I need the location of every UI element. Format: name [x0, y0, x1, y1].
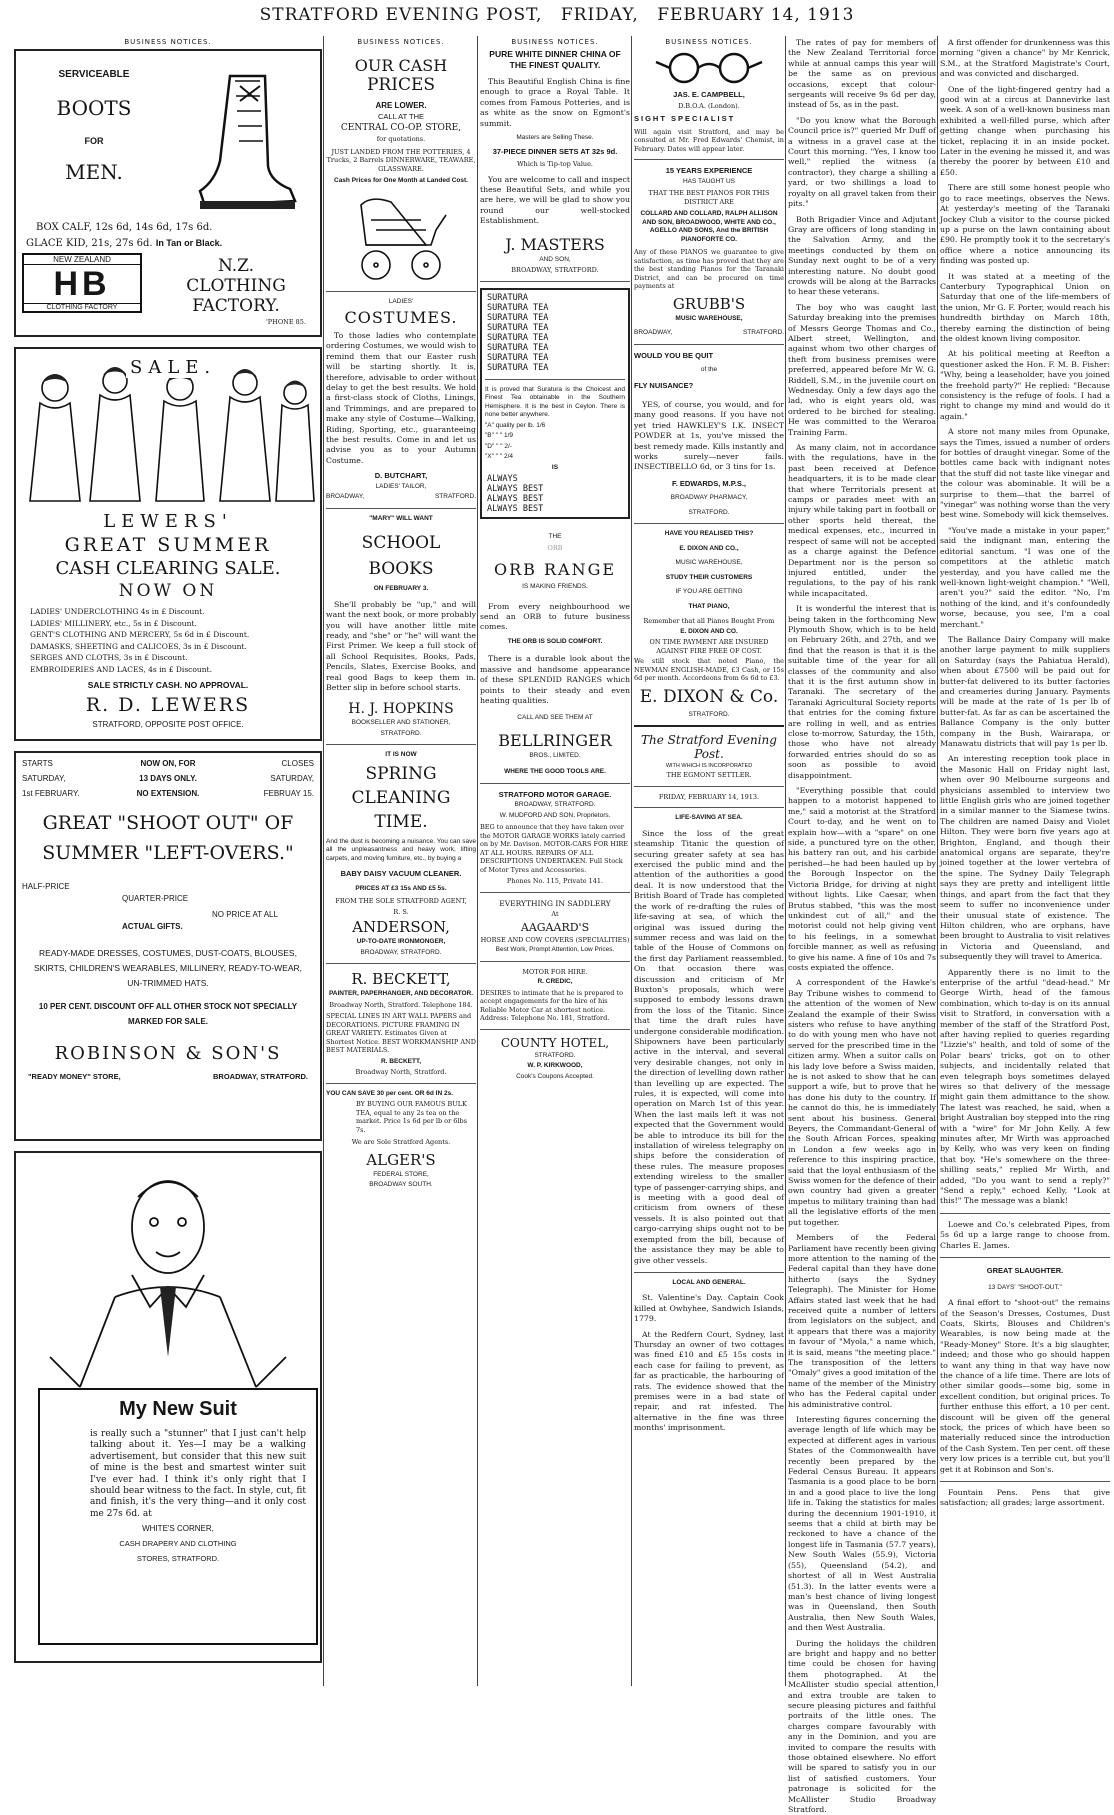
- piano-footer: [634, 329, 784, 338]
- column-5: [788, 38, 936, 1815]
- price-tier: ACTUAL GIFTS.: [122, 922, 183, 931]
- garage-line: BROADWAY, STRATFORD.: [514, 801, 596, 809]
- beckett-trade: PAINTER, PAPERHANGER, AND DECORATOR.: [328, 990, 474, 998]
- news-para: The Ballance Dairy Company will make another large payment to milk suppliers on Saturday (says the Pahiatua Herald), when about £7500 will be paid out for butter-fat delivered to its butter factories and creameries during January. Payments will be made at the rate of 1s per lb of butter-fat. As far as can be ascertained the Ballance Company is the only butter company in the Bush, Wairarapa, or Manawatu districts that will pay 1s per lb.: [940, 634, 1110, 748]
- coop-body: JUST LANDED FROM THE POTTERIES, 4 Trucks, 2 Barrels DINNERWARE, TEAWARE, GLASSWARE.: [326, 147, 476, 173]
- boots-line: BOOTS: [56, 96, 132, 120]
- optic-body: Will again visit Stratford, and may be consulted at Mr. Fred Edwards' Chemist, in February. Dates will appear later.: [634, 127, 784, 153]
- boots-price: [26, 237, 222, 250]
- coop-line: for quotations.: [376, 135, 426, 143]
- dixon-name: E. DIXON & Co.: [639, 686, 779, 707]
- news-para: At his political meeting at Reefton a questioner asked the Hon. F. M. B. Fisher: "Why, being a leaseholder, have you joined the freehold party?" He replied: "Because consistency is the refuge of fools. I had a right to change my mind and would do it again.": [940, 349, 1110, 421]
- divider: [326, 963, 476, 964]
- factory-phone: 'PHONE 85.: [266, 318, 306, 326]
- date-cell: SATURDAY,: [22, 774, 66, 783]
- date-cell: 13 DAYS ONLY.: [139, 774, 197, 783]
- fly-line: STRATFORD.: [688, 508, 730, 516]
- clean-body: And the dust is becoming a nuisance. You can save all the unpleasantness and heavy work, lifting carpets, and moving furniture, etc., by buying a: [326, 837, 476, 862]
- suratura-ad: [480, 288, 630, 520]
- factory-line: N.Z.: [217, 256, 255, 276]
- dixon-line: IF YOU ARE GETTING: [675, 588, 743, 596]
- tea-row: [485, 363, 625, 373]
- spectacles-icon: [654, 50, 764, 86]
- divider: [326, 291, 476, 292]
- fly-name: F. EDWARDS, M.P.S.,: [671, 478, 747, 488]
- column-rule: [785, 36, 786, 1686]
- robinson-headline: SUMMER "LEFT-OVERS.": [42, 842, 294, 864]
- suit-ad: [14, 1151, 322, 1663]
- sale-item: EMBROIDERIES AND LACES, 4s in £ Discount.: [30, 664, 212, 674]
- robinson-footer-left: "READY MONEY" STORE,: [28, 1072, 121, 1081]
- books-body: She'll probably be "up," and will want the next book, or more probably you will have another little mite ready, and "she" or "he" will want the First Primer. We keep a full stock of all School Requisites, Books, Pads, Pencils, Slates, Exercise Books, and real good Bags to keep them in. Better slip in before school starts.: [326, 599, 476, 693]
- clean-heading: SPRING: [365, 763, 437, 784]
- robinson-ad: [14, 751, 322, 1141]
- divider: [634, 786, 784, 787]
- orb-call: CALL AND SEE THEM AT: [517, 714, 593, 722]
- orb-pre: THE: [548, 533, 562, 541]
- sale-heading: LEWERS': [103, 511, 233, 532]
- sale-item: LADIES' MILLINERY, etc., 5s in £ Discount.: [30, 618, 197, 628]
- divider: [326, 744, 476, 745]
- tea-price: "X" " " 2/4: [485, 453, 514, 461]
- coop-line: ARE LOWER.: [375, 101, 427, 110]
- coop-line: CENTRAL CO-OP. STORE,: [340, 123, 462, 133]
- date-cell: CLOSES: [281, 759, 314, 768]
- hire-body: DESIRES to intimate that he is prepared to accept engagements for the hire of his Reliable Motor Car at shortest notice. Address: Telephone No. 181, Stratford.: [480, 988, 624, 1023]
- slaughter-sub: 13 DAYS' "SHOOT-OUT.": [988, 1283, 1062, 1291]
- news-para: Interesting figures concerning the average length of life which may be expected at different ages in various States of the Commonwealth have recently been prepared by the Federal Census Bureau. It appears Tasmania is a good place to be born in and a good place to live the long life in. Taking the statistics for males during the decennium 1901-1910, it seems that a child at birth may be reckoned to have a chance of the longest life in Tasmania (57.7 years), New South Wales (55.9), Victoria (55), Queensland (54.2), and shortest of all in West Australia (51.3). In the latter events were a man's best chance of living longest was in Queensland, then South Australia, then New South Wales, and then West Australia.: [788, 1415, 936, 1633]
- sale-store-name: R. D. LEWERS: [85, 694, 251, 716]
- divider: [326, 508, 476, 509]
- sale-title: SALE.: [126, 357, 220, 378]
- always-list: [485, 474, 625, 514]
- divider: [480, 1029, 630, 1030]
- column-rule: [937, 36, 938, 1686]
- news-para: There are still some honest people who go to race meetings, observes the News. At yesterday's meeting of the Taranaki Jockey Club a visitor to the course picked up a purse on the lawn containing about £90. He promptly took it to the secretary's office where a notice announcing its finding was posted up.: [940, 183, 1110, 266]
- clean-line: UP-TO-DATE IRONMONGER,: [356, 938, 446, 946]
- orb-line: WHERE THE GOOD TOOLS ARE.: [504, 768, 606, 776]
- divider: [634, 159, 784, 160]
- price-tier: NO PRICE AT ALL: [212, 910, 278, 919]
- garage-body: BEG to announce that they have taken over the MOTOR GARAGE WORKS lately carried on by Mr. Davison. MOTOR-CARS FOR HIRE AT ALL HOURS. REPAIRS OF ALL DESCRIPTIONS UNDERTAKEN. Full Stock of Motor Tyres and Accessories.: [480, 823, 629, 874]
- books-name: H. J. HOPKINS: [348, 701, 454, 718]
- tea-row: [485, 303, 625, 313]
- section-header: BUSINESS NOTICES.: [665, 38, 753, 46]
- sale-item: DAMASKS, SHEETING and CALICOES, 3s in £ Discount.: [30, 641, 247, 651]
- saddle-line: HORSE AND COW COVERS (SPECIALITIES): [480, 935, 630, 944]
- alger-name: ALGER'S: [366, 1150, 436, 1169]
- news-para: The boy who was caught last Saturday breaking into the premises of Messrs George Thomas and Co., Albert street, Wellington, and against whom two other charges of theft from business premises were preferred, appeared before Mr W. G. Riddell, S.M., in the juvenile court on Wednesday. Only a few days ago the lad, who is eight years old, was ordered to be birched for stealing. He was committed to the Weraroa Training Farm.: [788, 302, 936, 437]
- china-line: BROADWAY, STRATFORD.: [511, 266, 599, 275]
- costumes-footer: [326, 493, 476, 502]
- man-illustration: [20, 1157, 316, 1387]
- factory-line: CLOTHING: [186, 276, 286, 296]
- alger-line: BROADWAY SOUTH.: [369, 1181, 433, 1189]
- divider: [940, 1481, 1110, 1482]
- paper-date: FRIDAY, FEBRUARY 14, 1913.: [658, 792, 760, 801]
- factory-name: [166, 256, 306, 329]
- tea-cell: SURATURA TEA: [487, 312, 549, 323]
- piano-heading: 15 YEARS EXPERIENCE: [665, 166, 753, 175]
- coop-cash: Cash Prices for One Month at Landed Cost.: [334, 177, 468, 184]
- hotel-name: COUNTY HOTEL,: [500, 1035, 610, 1050]
- date-cell: SATURDAY,: [270, 774, 314, 783]
- china-tip: Which is Tip-top Value.: [517, 160, 593, 169]
- china-price: 37-PIECE DINNER SETS AT 32s 9d.: [492, 146, 618, 156]
- suit-store: WHITE'S CORNER,: [142, 1524, 214, 1534]
- costumes-body: To those ladies who contemplate ordering Costumes, we would wish to remind them that our Easter rush will be starting shortly. It is, therefore, advisable to order without delay to get the best results. We hold a first-class stock of Cloths, Linings, and Trimmings, and are prepared to make any style of Costume—Walking, Riding, Sporting, etc., guaranteeing the best results. Come in and let us advise you as to your Autumn Costume.: [326, 331, 476, 465]
- hb-logo-bottom: CLOTHING FACTORY: [24, 303, 140, 311]
- tea-price: "B" " " 1/9: [485, 432, 514, 440]
- robinson-footer: [22, 1072, 314, 1081]
- news-para: Both Brigadier Vince and Adjutant Gray are officers of long standing in the Salvation Army, and the meetings conducted by them on Sunday next ought to be of a very interesting nature. No doubt good crowds will be along at the Barracks to hear these veterans.: [788, 214, 936, 297]
- date-cell: NO EXTENSION.: [136, 789, 200, 798]
- column-rule: [631, 36, 632, 1686]
- robinson-discount: 10 PER CENT. DISCOUNT OFF ALL OTHER STOCK NOT SPECIALLY MARKED FOR SALE.: [38, 1002, 298, 1026]
- always-cell: ALWAYS: [487, 474, 518, 485]
- news-para: It was stated at a meeting of the Canterbury Typographical Union on Saturday that one of the life-members of the union, Mr G. F. Porter, would reach his hundredth birthday on March 18th, thereby earning the distinction of being the oldest known living compositor.: [940, 271, 1110, 343]
- pipes-ad: Loewe and Co.'s celebrated Pipes, from 5s 6d up a large range to choose from. Charles E. James.: [940, 1219, 1110, 1250]
- china-masters: Masters are Selling These.: [516, 134, 594, 142]
- china-line: AND SON,: [539, 255, 571, 263]
- hb-logo-mark: HB: [53, 265, 111, 303]
- beckett-body: SPECIAL LINES IN ART WALL PAPERS and DECORATIONS. PICTURE FRAMING IN GREAT VARIETY. Estimates Given at Shortest Notice. BEST WORKMANSHIP AND BEST MATERIALS.: [326, 1012, 476, 1055]
- always-row: [485, 494, 625, 504]
- footer-right: STRATFORD.: [742, 329, 784, 336]
- garage-phone: Phones No. 115, Private 141.: [506, 877, 604, 886]
- footer-right: STRATFORD.: [434, 493, 476, 501]
- piano-line: THAT THE BEST PIANOS FOR THIS DISTRICT ARE: [648, 189, 770, 206]
- garage-line: W. MUDFORD AND SON, Proprietors.: [499, 811, 611, 819]
- alger-heading: YOU CAN SAVE 30 per cent. OR 6d IN 2s.: [326, 1089, 454, 1097]
- hb-logo-top: NEW ZEALAND: [24, 255, 140, 265]
- tea-row: [485, 353, 625, 363]
- orb-sub: ORB: [547, 543, 563, 552]
- tea-cell: SURATURA TEA: [487, 302, 549, 313]
- tea-row: [485, 293, 625, 303]
- divider: [480, 281, 630, 282]
- divider: [940, 1213, 1110, 1214]
- orb-sub2: IS MAKING FRIENDS.: [522, 583, 588, 591]
- saddle-name: AAGAARD'S: [520, 920, 590, 934]
- books-date: ON FEBRUARY 3.: [373, 585, 429, 593]
- column-2: [326, 38, 476, 1688]
- hotel-line: Cook's Coupons Accepted.: [516, 1072, 594, 1080]
- paper-name: STRATFORD EVENING POST,: [259, 5, 543, 25]
- paper-settler: THE EGMONT SETTLER.: [666, 771, 752, 780]
- divider: [634, 344, 784, 345]
- always-row: [485, 474, 625, 484]
- tea-cell: SURATURA TEA: [487, 342, 549, 353]
- hotel-line: W. P. KIRKWOOD,: [527, 1062, 583, 1070]
- divider: [480, 892, 630, 893]
- hire-name: R. CREDIC,: [537, 978, 573, 986]
- news-para: Members of the Federal Parliament have recently been giving more attention to the naming of the Federal capital than they have done hitherto (says the Sydney Telegraph). The Minister for Home Affairs stated last week that he had received quite a number of letters from legislators on the subject, and it appears that there was a majority in favour of "Myola," a name which, it is said, means "the meeting place." The transposition of the letters "Omaly" gives a good imitation of the name of the member of the Ministry who has the Federal capital under his administrative control.: [788, 1233, 936, 1409]
- robinson-body: READY-MADE DRESSES, COSTUMES, DUST-COATS, BLOUSES, SKIRTS, CHILDREN'S WEARABLES, MILLINERY, READY-TO-WEAR, UN-TRIMMED HATS.: [33, 948, 303, 988]
- coop-line: CALL AT THE: [378, 112, 424, 121]
- fly-line: BROADWAY PHARMACY,: [670, 494, 748, 502]
- suit-title: My New Suit: [119, 1398, 237, 1420]
- divider: [480, 783, 630, 784]
- always-cell: ALWAYS BEST: [487, 494, 544, 505]
- tea-cell: SURATURA: [487, 292, 528, 303]
- news-para: One of the light-fingered gentry had a good win at a circus at Dannevirke last week. A son of a well-known business man exhibited a well-filled purse, which after getting change when purchasing his ticket, replacing it in an inside pocket. Later in the evening he missed it, and was thereby the poorer by between £10 and £50.: [940, 84, 1110, 177]
- boot-illustration: [180, 71, 300, 221]
- lifesaving-body: Since the loss of the great steamship Titanic the question of securing greater safety at sea has exercised the public mind and the attention of the authorities a good deal. It is now understood that the British Board of Trade has completed the work of re-drafting the rules of life-saving at sea, of which the original was issued during the summer recess and was laid on the table of the House of Commons on the first day Parliament reassembled. On that occasion there was discussion and criticism of Mr Buxton's proposals, which were supposed to embody lessons drawn from the loss of the Titanic. Since that time the draft rules have undergone considerable modification. Shipowners have been particularly active in the interval, and several very desirable changes, not only in the direction of levelling down rather than levelling up are expected. The rules, it is expected, will come into operation on March 1st of this year. When the last mails left it was not expected that the Government would be able to introduce its bill for the installation of wireless telegraphy on ships before the consideration of these rules. The measure proposes extending wireless to the smaller type of passenger-carrying ships, and is meeting with a good deal of criticism from owners of these vessels. It is also pointed out that cargo-carrying ships ought not to be exempted from the bill, because of the assistance they may be able to give other vessels.: [634, 828, 784, 1265]
- suit-body: is really such a "stunner" that I just can't help talking about it. Yes—I may be a walking advertisement, but consider that this new suit of mine is the best and smartest winter suit I've ever had. I think it's only right that I should bear witness to the fact. In style, cut, fit and finish, it's the very thing—and it only cost me 27s 6d. at: [90, 1429, 306, 1519]
- divider: [634, 1272, 784, 1273]
- tea-row: [485, 313, 625, 323]
- optic-name: JAS. E. CAMPBELL,: [673, 90, 745, 99]
- divider: [485, 379, 625, 380]
- tea-cell: SURATURA TEA: [487, 332, 549, 343]
- slaughter-body: A final effort to "shoot-out" the remains of the Season's Dresses, Costumes, Dust Coats, Skirts, Blouses and Children's Wearables, is now being made at the "Ready-Money" Store. It's a big slaughter, indeed; and those who go should happen to want any thing in that way have now the chance of a life time. There are lots of other similar goods—some big, some in excellent condition, but original prices. To further enthuse this effort, a 10 per cent. discount will be given off the general stock, the prices of which have been so materially reduced since the introduction of the Cash System. Ten per cent. off these very low prices is a terrible cut, but you'll get it at Robinson and Son's.: [940, 1298, 1110, 1474]
- piano-line: MUSIC WAREHOUSE,: [675, 314, 743, 322]
- sale-address: STRATFORD, OPPOSITE POST OFFICE.: [92, 720, 244, 729]
- coop-heading: PRICES: [366, 75, 436, 95]
- tea-body: It is proved that Suratura is the Choicest and Finest Tea obtainable in the Southern Hemisphere. It is the best in Ceylon. There is none better anywhere.: [485, 385, 625, 419]
- dixon-line: E. DIXON AND CO.,: [679, 544, 739, 552]
- china-heading: PURE WHITE DINNER CHINA OF THE FINEST QUALITY.: [489, 49, 621, 70]
- local-heading: LOCAL AND GENERAL.: [672, 1278, 746, 1286]
- boots-ad: [14, 49, 322, 337]
- paper-incorporated: WITH WHICH IS INCORPORATED: [665, 763, 753, 770]
- orb-body: From every neighbourhood we send an ORB to future business comes.: [480, 601, 630, 632]
- price-tier: QUARTER-PRICE: [122, 894, 189, 903]
- tea-cell: SURATURA TEA: [487, 352, 549, 363]
- date-cell: NOW ON, FOR: [140, 759, 196, 768]
- column-rule: [323, 36, 324, 1686]
- tea-is: IS: [551, 463, 559, 471]
- news-para: An interesting reception took place in the Masonic Hall on Friday night last, when over 90 Melbourne surgeons and physicians assembled to interview two little English girls who are joined together in a similar manner to the Siamese twins. The children are named Daisy and Violet Hilton. They were born five years ago at Brighton, England, and though their anatomical organs are separate, they're joined together at the lower vertebra of the spine. The Sydney Daily Telegraph says they are pretty and intelligent little things, and apart from the fact that they seem to suffer no inconvenience under their unusual state of existence. The Hilton children, who are orphans, have been brought to Australia to visit relatives in Victoria and Queensland, and subsequently they will travel to America.: [940, 754, 1110, 962]
- paper-day: FRIDAY,: [560, 5, 639, 25]
- suit-card: [38, 1388, 318, 1645]
- paper-date: FEBRUARY 14, 1913: [657, 5, 855, 25]
- tea-row: [485, 333, 625, 343]
- fly-heading: of the: [700, 366, 718, 373]
- footer-left: BROADWAY,: [326, 493, 365, 501]
- costumes-name: D. BUTCHART,: [374, 471, 428, 481]
- clean-init: R. S.: [393, 907, 409, 916]
- suratura-list: [485, 293, 625, 373]
- hotel-line: STRATFORD.: [534, 1051, 576, 1059]
- hb-logo: [22, 253, 142, 313]
- saddle-heading: EVERYTHING IN SADDLERY: [499, 898, 611, 908]
- beckett-sig: R. BECKETT,: [380, 1057, 422, 1065]
- costumes-pre: LADIES': [388, 297, 414, 305]
- alger-line: FEDERAL STORE,: [373, 1170, 429, 1178]
- costumes-trade: LADIES' TAILOR,: [375, 482, 427, 490]
- boots-colors: In Tan or Black.: [155, 238, 223, 248]
- column-4: [634, 38, 784, 1688]
- saddle-line: Best Work, Prompt Attention, Low Prices.: [495, 946, 615, 954]
- news-para: A first offender for drunkenness was this morning "given a chance" by Mr Kenrick, S.M., at the Stratford Magistrate's Court, and was convicted and discharged.: [940, 38, 1110, 79]
- orb-comfort: THE ORB IS SOLID COMFORT.: [507, 637, 603, 645]
- sale-heading: GREAT SUMMER: [64, 534, 272, 556]
- fly-heading: WOULD YOU BE QUIT: [634, 350, 714, 360]
- divider: [634, 523, 784, 524]
- news-para: "Do you know what the Borough Council price is?" queried Mr Duff of a witness in a gravel case at the Court this morning. "Yes, I know too well," replied the witness (a contractor), they charge a shilling a yard, or two shillings a load to royalty on all gravel taken from their pits.": [788, 115, 936, 209]
- always-cell: ALWAYS BEST: [487, 504, 544, 515]
- boots-line: SERVICEABLE: [58, 69, 130, 80]
- news-para: "Everything possible that could happen to a motorist happened to me," said a motorist at the Stratford Court to-day, and he went on to explain how—with a "spare" on one side, a punctured tyre on the other, his battery ran out, and his carbide perished—he had been hauled up by the Borough Inspector on the Victoria Bridge, for driving at night without lights. Like Caesar, when Brutus stabbed, "this was the most unkindest cut of all," and the motorist could not help giving vent to his feelings, in a somewhat forcible manner, as well as refusing to give his name. A fine of 10s and 7s costs expiated the offence.: [788, 786, 936, 972]
- robinson-headline: GREAT "SHOOT OUT" OF: [42, 812, 294, 834]
- clean-from: FROM THE SOLE STRATFORD AGENT,: [335, 897, 467, 906]
- sale-item: SERGES AND CLOTHS, 3s in £ Discount.: [30, 653, 188, 662]
- dixon-body: Remember that all Pianos Bought From: [643, 617, 775, 626]
- china-name: J. MASTERS: [505, 234, 605, 254]
- footer-left: BROADWAY,: [634, 329, 673, 336]
- orb-line: BROS., LIMITED.: [529, 751, 581, 759]
- lewers-sale-ad: [14, 347, 322, 741]
- fly-heading: FLY NUISANCE?: [634, 380, 694, 390]
- tea-cell: SURATURA TEA: [487, 322, 549, 333]
- piano-line: HAS TAUGHT US: [682, 177, 735, 185]
- divider: [940, 1257, 1110, 1258]
- boots-line: MEN.: [65, 160, 123, 184]
- dixon-line: MUSIC WAREHOUSE,: [675, 559, 743, 567]
- news-para: The rates of pay for members of the New Zealand Territorial force while at annual camps this year will be the same as on previous occasions, except that colour-sergeants will receive 9s 6d per day, instead of 5s, as in the past.: [788, 38, 936, 110]
- optic-heading: SIGHT SPECIALIST: [634, 114, 736, 123]
- news-para: It is wonderful the interest that is being taken in the forthcoming New Plymouth Show, which is to be held on February 26th, and 27th, and we find that the reason is that it is the suitable time of the year for all classes of the community and also that it is the first autumn show in Taranaki. The secretary of the Taranaki Agricultural Society reports that entries for the coming fixture are rolling in well, and as entries close to-morrow, Saturday, the 15th, those who have not already forwarded entries should do so as soon as possible to avoid disappointment.: [788, 604, 936, 780]
- sale-item: LADIES' UNDERCLOTHING 4s in £ Discount.: [30, 607, 205, 616]
- robinson-footer-right: BROADWAY, STRATFORD.: [212, 1072, 308, 1081]
- dixon-line: E. DIXON AND CO.: [680, 627, 738, 635]
- factory-line: FACTORY.: [192, 296, 280, 316]
- pram-illustration: [341, 190, 461, 285]
- orb-name: BELLRINGER: [498, 730, 612, 750]
- sale-item: GENT'S CLOTHING AND MERCERY, 5s 6d in £ Discount.: [30, 630, 250, 639]
- sale-dates: [22, 759, 314, 798]
- boots-headline: [24, 69, 164, 184]
- beckett-sig-addr: Broadway North, Stratford.: [355, 1068, 447, 1077]
- news-para: "You've made a mistake in your paper," said the indignant man, entering the editorial sanctum. "I was one of the competitors at the athletic match yesterday, and you have called me the well-known light-weight champion." "Well, aren't you?" said the editor. "No, I'm nothing of the kind, and it's confoundedly worse, because, you see, I'm a coal merchant.": [940, 525, 1110, 629]
- books-heading: SCHOOL: [361, 533, 441, 554]
- clean-line: BROADWAY, STRATFORD.: [360, 948, 442, 956]
- column-1: [14, 38, 322, 1688]
- date-cell: FEBRUAY 15.: [263, 789, 314, 798]
- dixon-line: STRATFORD.: [688, 710, 730, 718]
- price-tier: HALF-PRICE: [22, 882, 70, 891]
- price-tiers: [22, 882, 314, 938]
- boots-line: FOR: [84, 136, 104, 146]
- tea-cell: SURATURA TEA: [487, 362, 549, 373]
- clean-product: BABY DAISY VACUUM CLEANER.: [340, 869, 462, 879]
- tea-price: "D" " " 2/-: [485, 442, 512, 450]
- sale-terms: SALE STRICTLY CASH. NO APPROVAL.: [87, 680, 249, 690]
- divider: [480, 961, 630, 962]
- tea-row: [485, 343, 625, 353]
- dixon-line: THAT PIANO,: [688, 602, 730, 610]
- date-cell: STARTS: [22, 759, 53, 768]
- tea-row: [485, 323, 625, 333]
- saddle-at: At: [551, 910, 559, 919]
- sale-heading: NOW ON: [118, 581, 218, 601]
- dixon-line: ON TIME PAYMENT ARE INSURED AGAINST FIRE FREE OF COST.: [649, 638, 769, 655]
- dixon-line: STUDY THEIR CUSTOMERS: [665, 573, 753, 581]
- suit-store-line: CASH DRAPERY AND CLOTHING: [119, 1539, 237, 1549]
- garage-heading: STRATFORD MOTOR GARAGE.: [498, 789, 612, 799]
- lifesaving-heading: LIFE-SAVING AT SEA.: [675, 814, 743, 822]
- alger-body: BY BUYING OUR FAMOUS BULK TEA, equal to any 2s tea on the market. Price 1s 6d per lb or 6lbs 7s.: [356, 1100, 467, 1134]
- always-row: [485, 484, 625, 494]
- column-3: [480, 38, 630, 1688]
- boots-price: BOX CALF, 12s 6d, 14s 6d, 17s 6d.: [36, 222, 213, 233]
- news-para: During the holidays the children are bright and happy and no better time could be chosen for having them photographed. At the McAllister studio special attention, and extra trouble are taken to secure pleasing pictures and faithful portraits of the little ones. The charges compare favourably with any in the Dominion, and you are invited to compare the results with those obtained elsewhere. No effort will be spared to satisfy you in our list of satisfied customers. Your patronage is solicited for the McAllister Studio Broadway Stratford.: [788, 1638, 936, 1815]
- always-cell: ALWAYS BEST: [487, 484, 544, 495]
- divider: [326, 1083, 476, 1084]
- piano-brands: COLLARD AND COLLARD, RALPH ALLISON AND SON, BROADWOOD, WHITE AND CO., AGELLO AND SONS, And the BRITISH PIANOFORTE CO.: [640, 210, 778, 243]
- books-pre: "MARY" WILL WANT: [369, 514, 433, 522]
- section-header: BUSINESS NOTICES.: [357, 38, 445, 46]
- column-rule: [477, 36, 478, 1686]
- clean-price: PRICES AT £3 15s AND £5 5s.: [355, 884, 447, 892]
- clean-pre: IT IS NOW: [385, 751, 417, 759]
- books-line: STRATFORD.: [380, 729, 422, 737]
- coop-heading: OUR CASH: [354, 56, 448, 75]
- fly-body: YES, of course, you would, and for many good reasons. If you have not yet tried HAWKLEY'S I.K. INSECT POWDER at 1s, you've missed the best remedy made. Kills instantly and works surely—never fails. INSECTIBELLO 6d, or 3 tins for 1s.: [634, 400, 784, 472]
- clean-heading: CLEANING: [351, 787, 451, 808]
- divider: [634, 807, 784, 808]
- piano-body: Any of these PIANOS we guarantee to give satisfaction, as time has proved that they are the best standing Pianos for the Taranaki District, and can be procured on time payments at: [634, 248, 784, 290]
- news-para: Apparently there is no limit to the enterprise of the artful "dead-head." Mr George Wirth, head of the famous combination, which to-day is on its annual visit to Stratford, in conversation with a member of the staff of the Stratford Post, after having replied to queries regarding "Lizzie's" health, and told of some of the Polar bears' tricks, got on to other subjects, and incidentally related that even telegraph boys sometimes delayed wires so that delivery of the message might gain them admittance to the show. The latest was reached, he said, when a bright Australian boy stepped into the ring with a "wire" for Mr John Kelly. A few minutes after, Mr Wirth was approached by Kelly, who was very keen on finding that boy. "He's somewhere on the three-shilling seats," replied Mr Wirth, and added, "Do you want to send a reply?" "Send a reply," echoed Kelly, "Look at this!" The message was a blank!: [940, 967, 1110, 1206]
- masthead: [0, 0, 1114, 30]
- china-body: This Beautiful English China is fine enough to grace a Royal Table. It comes from Famous Potteries, and is as white as the snow on Egmont's summit.: [480, 77, 630, 128]
- date-cell: 1st FEBRUARY.: [22, 789, 80, 798]
- books-line: BOOKSELLER AND STATIONER,: [351, 719, 451, 727]
- always-row: [485, 504, 625, 514]
- books-heading: BOOKS: [368, 559, 434, 580]
- slaughter-heading: GREAT SLAUGHTER.: [986, 1266, 1064, 1276]
- section-header: BUSINESS NOTICES.: [124, 38, 212, 46]
- optic-degree: D.B.O.A. (London).: [678, 101, 740, 110]
- orb-body2: There is a durable look about the massive and handsome appearance of these SPLENDID RANGES which points to their steady and even heating qualities.: [480, 654, 630, 705]
- local-para: St. Valentine's Day. Captain Cook killed at Owhyhee, Sandwich Islands, 1779.: [634, 1293, 784, 1324]
- news-para: As many claim, not in accordance with the regulations, have in the past been received at Defence headquarters, it is to be made clear that where Territorials present at camps or parades meet with an injury while taking part in football or other sports held thereat, the medical expenses, etc., incurred in respect of same will not be accepted as a charge against the Defence Department nor is the person so injured entitled, under the regulations, to the pay of his rank while incapacitated.: [788, 443, 936, 598]
- orb-heading: ORB RANGE: [493, 560, 617, 580]
- column-6: [940, 38, 1110, 1688]
- beckett-addr: Broadway North, Stratford. Telephone 184.: [329, 1000, 473, 1009]
- boots-price-glace: GLACE KID, 21s, 27s 6d.: [26, 238, 153, 249]
- sale-items: [20, 607, 316, 674]
- clean-heading: TIME.: [374, 811, 428, 832]
- beckett-name: R. BECKETT,: [351, 970, 451, 989]
- pens-ad: Fountain Pens. Pens that give satisfaction; all grades; large assortment.: [940, 1488, 1110, 1508]
- paper-title: The Stratford Evening Post.: [641, 733, 777, 762]
- suit-store-line: STORES, STRATFORD.: [136, 1554, 220, 1564]
- clean-name: ANDERSON,: [352, 918, 450, 937]
- alger-agents: We are Sole Stratford Agents.: [351, 1138, 451, 1147]
- news-para: A correspondent of the Hawke's Bay Tribune wishes to commend to the attention of the women of New Zealand the example of their Swiss sisters who refuse to have anything to do with young men who have not served for the prescribed time in the citizen army. When a suitor calls on his lady love before a Swiss maiden, he is not asked to show that he can support a wife, but to prove that he has done his duty to the country. If he cannot do this, he is immediately sent about his business. General Beyers, the Commandant-General of the South African Forces, speaking in London a few weeks ago in reference to this inspiring practice, said that the loyal enthusiasm of the Swiss women for the defence of their own country had given a greater impetus to military training than had all the legislative efforts of the men put together.: [788, 978, 936, 1227]
- section-header: BUSINESS NOTICES.: [511, 38, 599, 46]
- dixon-body2: We still stock that noted Piano, the NEWMAN ENGLISH-MADE, £3 Cash, or 15s 6d per month. Accordeons from 6s 6d to £3.: [634, 657, 784, 683]
- hire-heading: MOTOR FOR HIRE.: [522, 967, 588, 976]
- dixon-line: HAVE YOU REALISED THIS?: [664, 530, 754, 538]
- tea-price: "A" quality per lb. 1/6: [485, 421, 546, 429]
- sale-heading: CASH CLEARING SALE.: [55, 558, 281, 579]
- piano-store: GRUBB'S: [672, 294, 746, 313]
- china-body2: You are welcome to call and inspect these Beautiful Sets, and while you are here, we will be glad to show you round our well-stocked Establishment.: [480, 174, 631, 226]
- local-para: At the Redfern Court, Sydney, last Thursday an owner of two cottages was fined £10 and £5 15s costs in each case for failing to prevent, as far as practicable, the harbouring of rats. The evidence showed that the premises were in a bad state of repair, and rat infested. The alternative in the fine was three months' imprisonment.: [634, 1329, 784, 1433]
- divider: [634, 725, 784, 727]
- robinson-name: ROBINSON & SON'S: [54, 1043, 282, 1064]
- news-para: A store not many miles from Opunake, says the Times, issued a number of orders for bottles of draught vinegar. Some of the bottles came back with indignant notes that the stuff did not taste like vinegar and the colour was abominable. It will be a surprise to them—that the barrel of "vinegar" was nothing worse than the very best wine. Somebody will kick themselves.: [940, 427, 1110, 520]
- costumes-heading: COSTUMES.: [344, 308, 458, 327]
